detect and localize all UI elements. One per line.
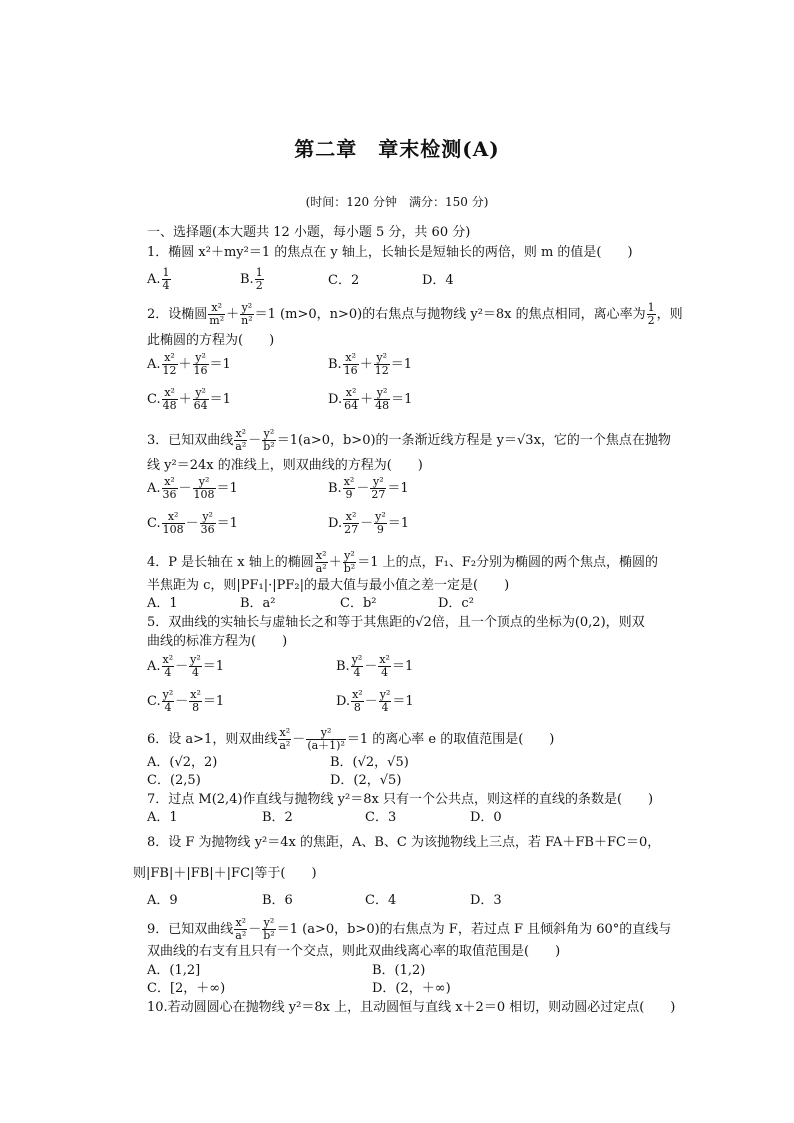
question-1: 1．椭圆 x²＋my²＝1 的焦点在 y 轴上，长轴长是短轴长的两倍，则 m 的值是( )	[147, 245, 633, 260]
q4-option-b: B．a²	[240, 596, 276, 611]
q7-option-b: B．2	[262, 810, 293, 825]
q5-option-d: D. $\frac{\text{x²}}{8}$ － $\frac{\text{y²}}{4}$ ＝1	[336, 688, 414, 714]
q1-option-d: D．4	[422, 273, 454, 288]
q7-option-d: D．0	[470, 810, 502, 825]
q1-option-b: B. $\frac{1}{2}$	[240, 266, 263, 292]
question-5-line2: 曲线的标准方程为( )	[147, 634, 288, 649]
q6-option-c: C．(2,5)	[147, 773, 201, 788]
question-4-line2: 半焦距为 c，则|PF₁|·|PF₂|的最大值与最小值之差一定是( )	[147, 578, 510, 593]
q8-option-a: A．9	[147, 893, 178, 908]
question-6: 6．设 a>1，则双曲线 $\frac{\text{x²}}{\text{a²}}$ － $\frac{\text{y²}}{\text{(a＋1)²}}$ ＝1 的离心率 e 的取值范围是( )	[147, 726, 555, 752]
q7-option-a: A．1	[147, 810, 178, 825]
q5-option-a: A. $\frac{\text{x²}}{4}$ － $\frac{\text{y²}}{4}$ ＝1	[147, 653, 225, 679]
q5-option-b: B. $\frac{\text{y²}}{4}$ － $\frac{\text{x²}}{4}$ ＝1	[336, 653, 414, 679]
question-2-line2: 此椭圆的方程为( )	[147, 333, 275, 348]
question-7: 7．过点 M(2,4)作直线与抛物线 y²＝8x 只有一个公共点，则这样的直线的条数是( )	[147, 792, 654, 807]
q7-option-c: C．3	[365, 810, 397, 825]
page-title: 第二章 章末检测(A)	[294, 137, 500, 161]
q4-option-d: D．c²	[438, 596, 474, 611]
q4-option-c: C．b²	[340, 596, 377, 611]
exam-meta: (时间：120 分钟 满分：150 分)	[305, 195, 489, 209]
question-10: 10.若动圆圆心在抛物线 y²＝8x 上，且动圆恒与直线 x＋2＝0 相切，则动圆必过定点( )	[147, 1000, 676, 1015]
question-5: 5．双曲线的实轴长与虚轴长之和等于其焦距的√2倍，且一个顶点的坐标为(0,2)，则双	[147, 615, 645, 630]
q9-option-b: B．(1,2)	[372, 963, 426, 978]
q4-option-a: A．1	[147, 596, 178, 611]
q1-option-c: C．2	[328, 273, 360, 288]
q8-option-c: C．4	[365, 893, 397, 908]
question-3-line2: 线 y²＝24x 的准线上，则双曲线的方程为( )	[147, 458, 423, 473]
question-2: 2．设椭圆 $\frac{\text{x²}}{\text{m²}}$ ＋ $\frac{\text{y²}}{\text{n²}}$ ＝1 (m>0，n>0)的右焦点与抛物线 y²＝8x 的焦点相同，离心率为 $\frac{1}{2}$ ，则	[147, 301, 683, 327]
q6-option-b: B．(√2，√5)	[330, 755, 409, 770]
q9-option-c: C．[2，＋∞)	[147, 981, 226, 996]
q2-option-c: C. $\frac{\text{x²}}{48}$ ＋ $\frac{\text{y²}}{64}$ ＝1	[147, 386, 231, 412]
q3-option-c: C. $\frac{\text{x²}}{108}$ － $\frac{\text{y²}}{36}$ ＝1	[147, 510, 238, 536]
q2-option-a: A. $\frac{\text{x²}}{12}$ ＋ $\frac{\text{y²}}{16}$ ＝1	[147, 351, 231, 377]
question-9: 9．已知双曲线 $\frac{\text{x²}}{\text{a²}}$ － $\frac{\text{y²}}{\text{b²}}$ ＝1 (a>0，b>0)的右焦点为 F，若过点 F 且倾斜角为 60°的直线与	[147, 916, 672, 942]
q9-option-a: A．(1,2]	[147, 963, 201, 978]
q5-option-c: C. $\frac{\text{y²}}{4}$ － $\frac{\text{x²}}{8}$ ＝1	[147, 688, 225, 714]
q6-option-a: A．(√2，2)	[147, 755, 218, 770]
q6-option-d: D．(2，√5)	[330, 773, 402, 788]
q3-option-d: D. $\frac{\text{x²}}{27}$ － $\frac{\text{y²}}{9}$ ＝1	[328, 510, 410, 536]
q3-option-b: B. $\frac{\text{x²}}{9}$ － $\frac{\text{y²}}{27}$ ＝1	[328, 475, 409, 501]
question-8: 8．设 F 为抛物线 y²＝4x 的焦距，A、B、C 为该抛物线上三点，若 FA＋FB＋FC＝0，	[147, 835, 661, 850]
q3-option-a: A. $\frac{\text{x²}}{36}$ － $\frac{\text{y²}}{108}$ ＝1	[147, 475, 238, 501]
question-8-line2: 则|FB|＋|FB|＋|FC|等于( )	[133, 866, 317, 881]
q8-option-b: B．6	[262, 893, 293, 908]
section-heading: 一、选择题(本大题共 12 小题，每小题 5 分，共 60 分)	[147, 225, 471, 240]
q1-option-a: A. $\frac{1}{4}$	[147, 266, 170, 292]
q2-option-b: B. $\frac{\text{x²}}{16}$ ＋ $\frac{\text{y²}}{12}$ ＝1	[328, 351, 412, 377]
q9-option-d: D．(2，＋∞)	[372, 981, 451, 996]
q8-option-d: D．3	[470, 893, 502, 908]
q2-option-d: D. $\frac{\text{x²}}{64}$ ＋ $\frac{\text{y²}}{48}$ ＝1	[328, 386, 413, 412]
question-3: 3．已知双曲线 $\frac{\text{x²}}{\text{a²}}$ － $\frac{\text{y²}}{\text{b²}}$ ＝1(a>0，b>0)的一条渐近线方程是 y＝√3x，它的一个焦点在抛物	[147, 427, 671, 453]
question-4: 4．P 是长轴在 x 轴上的椭圆 $\frac{\text{x²}}{\text{a²}}$ ＋ $\frac{\text{y²}}{\text{b²}}$ ＝1 上的点，F₁、F₂分别为椭圆的两个焦点，椭圆的	[147, 549, 659, 575]
question-9-line2: 双曲线的右支有且只有一个交点，则此双曲线离心率的取值范围是( )	[147, 944, 561, 959]
